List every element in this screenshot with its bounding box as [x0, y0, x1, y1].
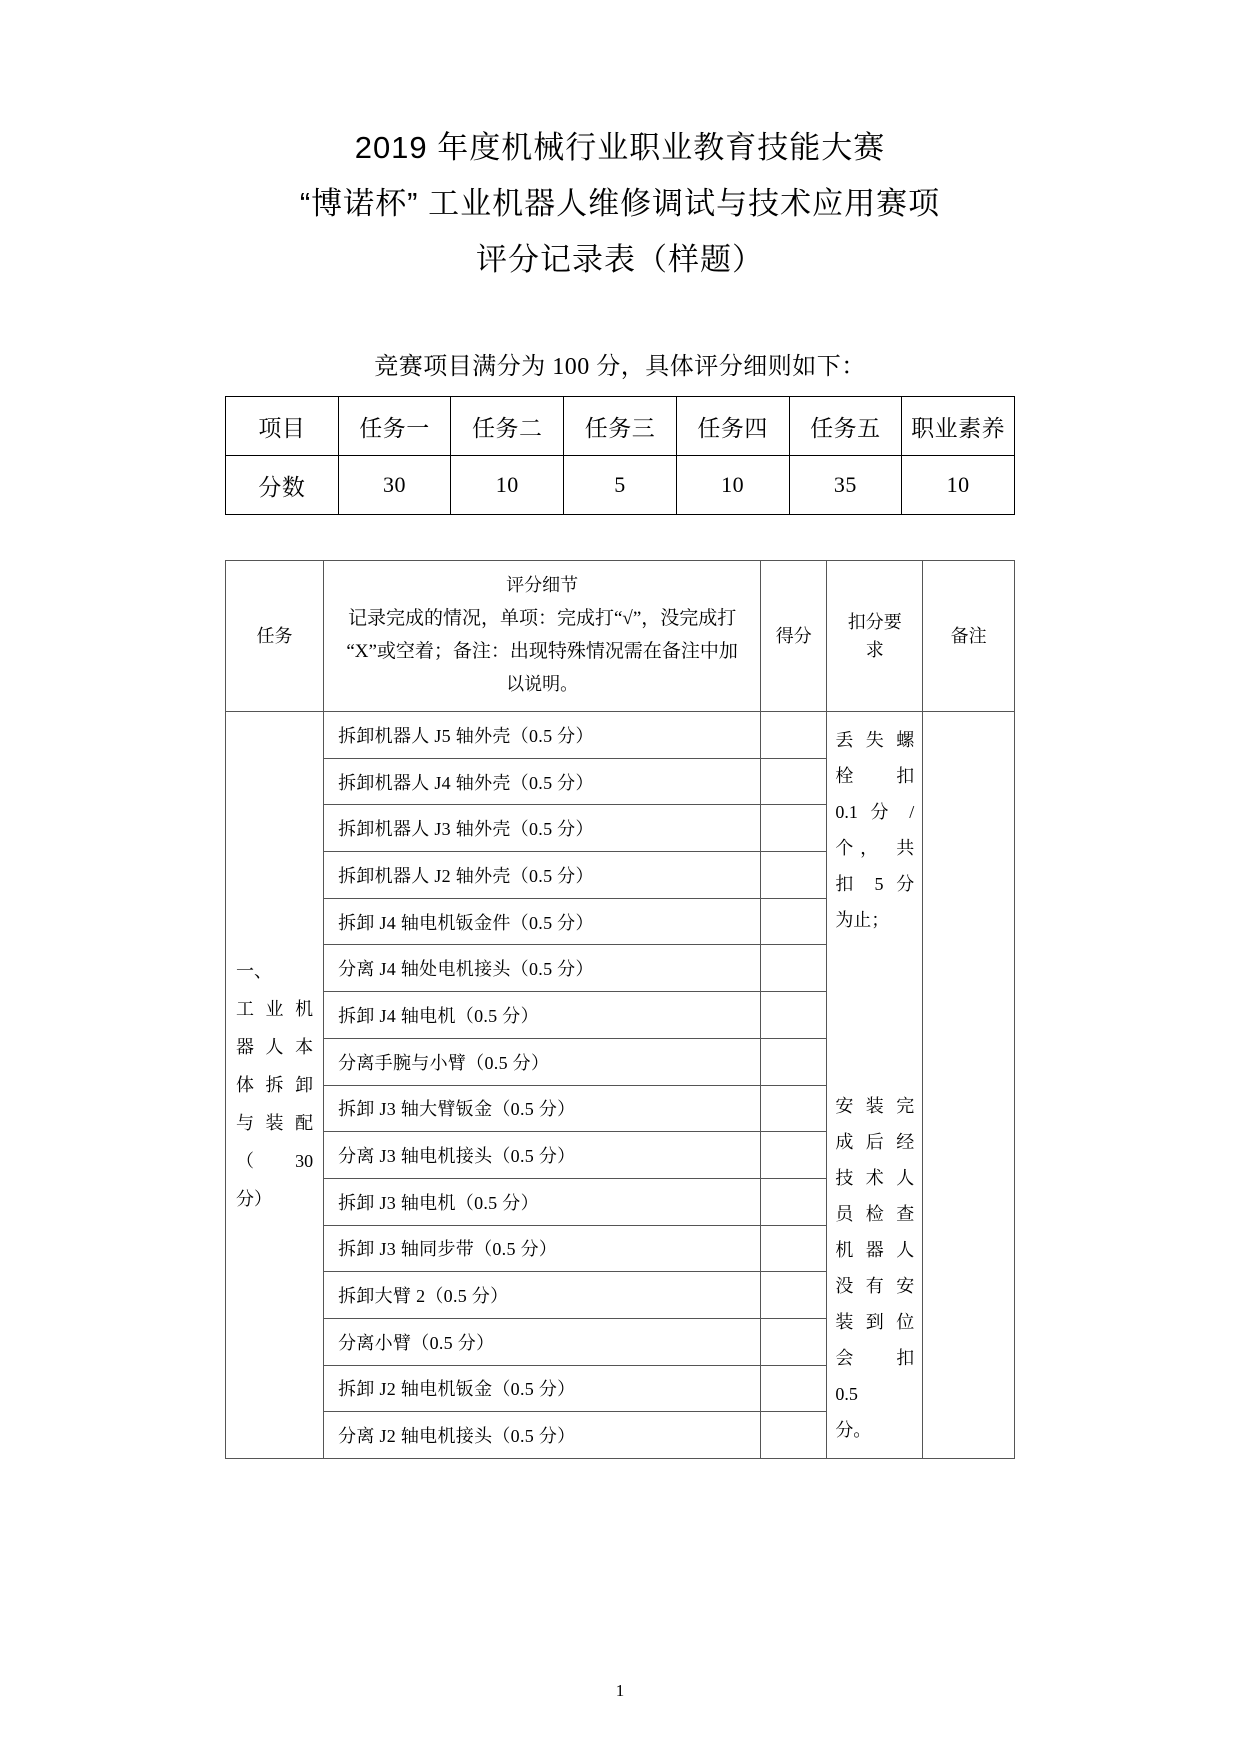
score-input-13[interactable] [761, 1272, 827, 1319]
detail-item-13: 拆卸大臂 2（0.5 分） [324, 1272, 761, 1319]
header-score: 得分 [761, 561, 827, 712]
score-summary-table [225, 396, 1015, 515]
score-input-6[interactable] [761, 945, 827, 992]
header-detail [324, 561, 761, 712]
detail-item-15: 拆卸 J2 轴电机钣金（0.5 分） [324, 1365, 761, 1412]
header-task: 任务 [226, 561, 324, 712]
score-value-task2: 10 [451, 456, 564, 515]
task-group-name [226, 712, 324, 1459]
task-name-line-3: 器人本 [236, 1037, 314, 1057]
task-name-line-1: 一、 [236, 961, 272, 981]
deduction-line-12: 没有安 [835, 1276, 915, 1296]
deduction-line-2: 栓 扣 [835, 766, 915, 786]
table-row [226, 712, 1015, 759]
deduction-line-5: 扣 5 分 [835, 874, 915, 894]
detail-item-10: 分离 J3 轴电机接头（0.5 分） [324, 1132, 761, 1179]
task-name-line-6: （ 30 [236, 1151, 314, 1171]
task-name-line-4: 体拆卸 [236, 1075, 314, 1095]
detail-item-6: 分离 J4 轴处电机接头（0.5 分） [324, 945, 761, 992]
deduction-line-6: 为止； [835, 910, 890, 930]
detail-item-14: 分离小臂（0.5 分） [324, 1318, 761, 1365]
deduction-line-14: 会 扣 [835, 1348, 915, 1368]
detail-item-11: 拆卸 J3 轴电机（0.5 分） [324, 1178, 761, 1225]
title-line-3: 评分记录表（样题） [476, 242, 764, 277]
score-header-professional: 职业素养 [902, 397, 1015, 456]
header-deduction-line1: 扣分要 [847, 612, 902, 632]
detail-item-5: 拆卸 J4 轴电机钣金件（0.5 分） [324, 898, 761, 945]
score-table-header-row [226, 397, 1015, 456]
detail-item-8: 分离手腕与小臂（0.5 分） [324, 1038, 761, 1085]
score-input-4[interactable] [761, 852, 827, 899]
deduction-line-1: 丢失螺 [835, 730, 915, 750]
deduction-line-7: 安装完 [835, 1096, 915, 1116]
score-header-task5: 任务五 [789, 397, 902, 456]
remark-input[interactable] [923, 712, 1015, 1459]
header-detail-desc-line1: 记录完成的情况，单项：完成打“√”，没完成打 [348, 608, 737, 629]
deduction-line-8: 成后经 [835, 1132, 915, 1152]
score-input-12[interactable] [761, 1225, 827, 1272]
detail-item-4: 拆卸机器人 J2 轴外壳（0.5 分） [324, 852, 761, 899]
score-input-14[interactable] [761, 1318, 827, 1365]
score-table-value-row [226, 456, 1015, 515]
deduction-requirement [827, 712, 923, 1459]
deduction-line-10: 员检查 [835, 1204, 915, 1224]
score-input-16[interactable] [761, 1412, 827, 1459]
score-input-2[interactable] [761, 758, 827, 805]
score-header-task4: 任务四 [676, 397, 789, 456]
score-input-1[interactable] [761, 712, 827, 759]
score-value-task1: 30 [338, 456, 451, 515]
score-input-15[interactable] [761, 1365, 827, 1412]
detail-item-7: 拆卸 J4 轴电机（0.5 分） [324, 992, 761, 1039]
score-input-10[interactable] [761, 1132, 827, 1179]
score-value-task4: 10 [676, 456, 789, 515]
score-input-5[interactable] [761, 898, 827, 945]
intro-sentence: 竞赛项目满分为 100 分，具体评分细则如下： [374, 354, 866, 380]
detail-item-1: 拆卸机器人 J5 轴外壳（0.5 分） [324, 712, 761, 759]
header-detail-desc-line3: 以说明。 [506, 674, 579, 694]
task-name-line-7: 分） [236, 1189, 272, 1209]
deduction-line-16: 分。 [835, 1420, 872, 1440]
detail-item-12: 拆卸 J3 轴同步带（0.5 分） [324, 1225, 761, 1272]
score-input-3[interactable] [761, 805, 827, 852]
header-detail-title: 评分细节 [506, 575, 579, 595]
score-value-task3: 5 [564, 456, 677, 515]
header-remark: 备注 [923, 561, 1015, 712]
deduction-line-13: 装到位 [835, 1312, 915, 1332]
header-deduction-line2: 求 [865, 640, 884, 660]
score-input-11[interactable] [761, 1178, 827, 1225]
scoring-detail-table [225, 560, 1015, 1459]
score-input-7[interactable] [761, 992, 827, 1039]
score-input-9[interactable] [761, 1085, 827, 1132]
detail-table-header-row [226, 561, 1015, 712]
score-value-task5: 35 [789, 456, 902, 515]
deduction-line-9: 技术人 [835, 1168, 915, 1188]
page-number: 1 [615, 1681, 625, 1700]
header-deduction [827, 561, 923, 712]
detail-item-9: 拆卸 J3 轴大臂钣金（0.5 分） [324, 1085, 761, 1132]
deduction-spacer [835, 938, 914, 1088]
score-header-task2: 任务二 [451, 397, 564, 456]
title-line-1: 2019 年度机械行业职业教育技能大赛 [354, 130, 886, 165]
detail-item-3: 拆卸机器人 J3 轴外壳（0.5 分） [324, 805, 761, 852]
detail-item-2: 拆卸机器人 J4 轴外壳（0.5 分） [324, 758, 761, 805]
score-header-item: 项目 [226, 397, 339, 456]
document-title-block [170, 120, 1070, 288]
task-name-line-5: 与装配 [236, 1113, 314, 1133]
score-header-task3: 任务三 [564, 397, 677, 456]
detail-item-16: 分离 J2 轴电机接头（0.5 分） [324, 1412, 761, 1459]
score-value-professional: 10 [902, 456, 1015, 515]
score-input-8[interactable] [761, 1038, 827, 1085]
deduction-line-11: 机器人 [835, 1240, 915, 1260]
deduction-line-15: 0.5 [835, 1384, 858, 1404]
deduction-line-3: 0.1 分 / [835, 802, 915, 822]
task-name-line-2: 工业机 [236, 999, 314, 1019]
score-header-task1: 任务一 [338, 397, 451, 456]
deduction-line-4: 个， 共 [835, 838, 915, 858]
title-line-2: “博诺杯” 工业机器人维修调试与技术应用赛项 [299, 186, 941, 221]
score-row-label: 分数 [226, 456, 339, 515]
header-detail-desc-line2: “X”或空着；备注：出现特殊情况需在备注中加 [346, 641, 738, 662]
